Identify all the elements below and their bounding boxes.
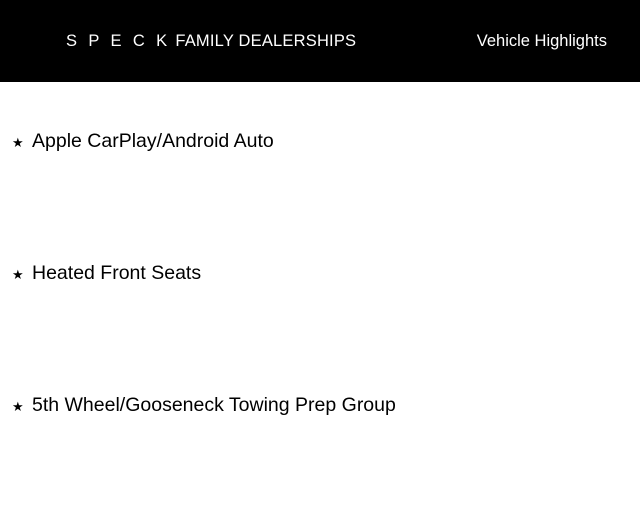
slide-header-subtitle: Vehicle Highlights bbox=[476, 31, 607, 50]
star-icon: ★ bbox=[12, 135, 24, 150]
list-item bbox=[10, 262, 620, 394]
brand-title bbox=[66, 32, 356, 51]
star-icon: ★ bbox=[12, 267, 24, 282]
bullet-list bbox=[0, 82, 640, 480]
list-item-label: Apple CarPlay/Android Auto bbox=[32, 130, 274, 152]
brand-title-rest: FAMILY DEALERSHIPS bbox=[170, 31, 357, 50]
list-item bbox=[10, 130, 620, 262]
star-icon: ★ bbox=[12, 399, 24, 414]
list-item bbox=[10, 394, 620, 526]
list-item-label: 5th Wheel/Gooseneck Towing Prep Group bbox=[32, 394, 396, 416]
list-item-label: Heated Front Seats bbox=[32, 262, 202, 284]
brand-title-spaced: S P E C K bbox=[66, 31, 171, 50]
slide-header bbox=[0, 0, 640, 82]
